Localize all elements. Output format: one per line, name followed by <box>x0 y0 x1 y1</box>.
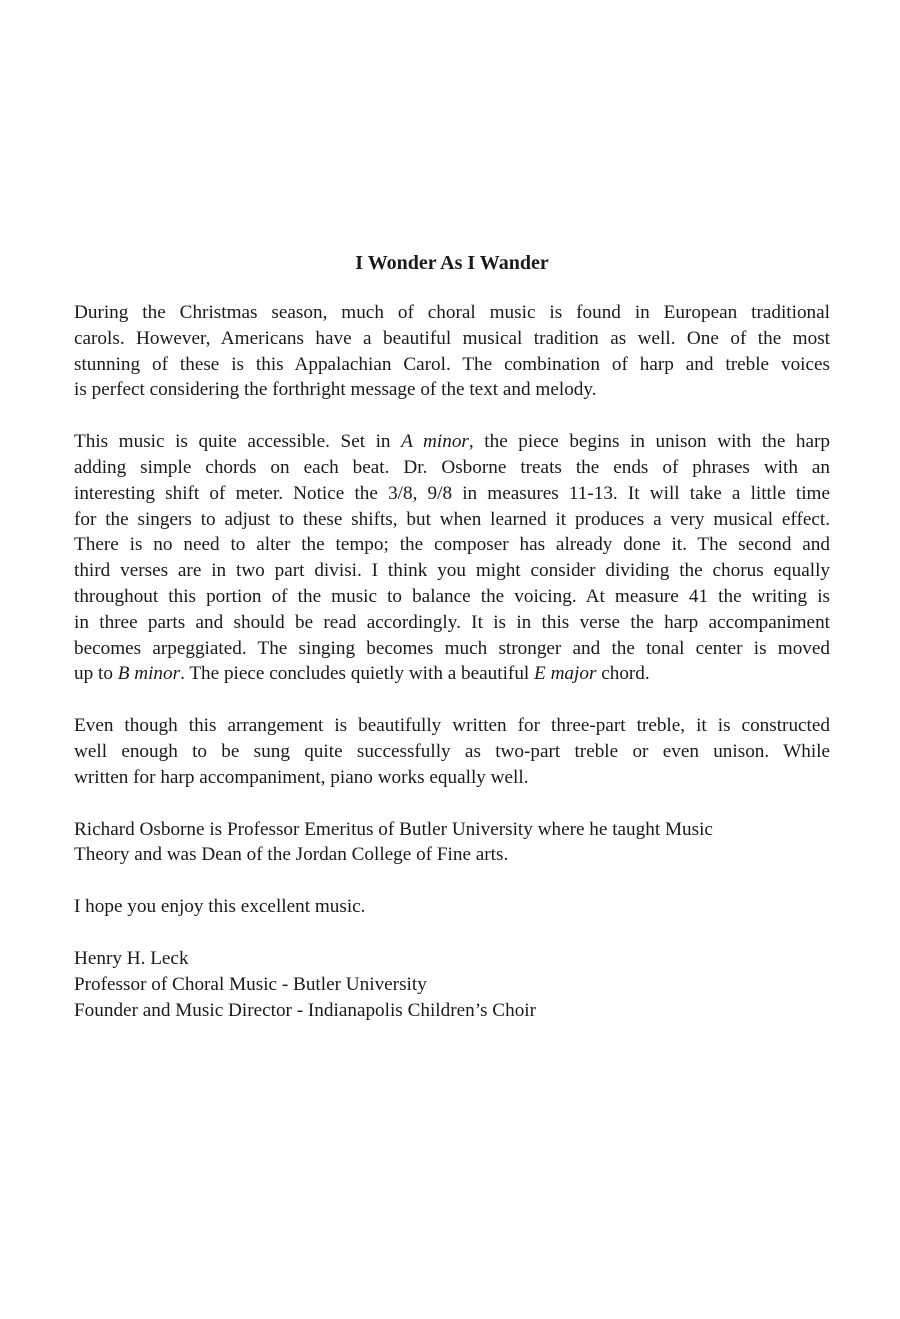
text-run: up to <box>74 663 118 685</box>
paragraph-line <box>74 661 830 687</box>
text-run: This music is quite accessible. Set in <box>74 431 402 453</box>
text-run: chord. <box>596 663 650 685</box>
paragraph-line: stunning of these is this Appalachian Carol. The combination of harp and treble voices <box>74 353 830 375</box>
paragraph-line: becomes arpeggiated. The singing becomes much stronger and the tonal center is moved <box>74 637 830 659</box>
paragraph-analysis <box>74 429 830 687</box>
document-title: I Wonder As I Wander <box>355 252 549 274</box>
paragraph-line: well enough to be sung quite successfully as two-part treble or even unison. While <box>74 740 830 762</box>
paragraph-line: throughout this portion of the music to balance the voicing. At measure 41 the writing is <box>74 585 830 607</box>
paragraph-line: in three parts and should be read accordingly. It is in this verse the harp accompaniment <box>74 611 830 633</box>
paragraph-line <box>74 429 830 455</box>
signature-title: Professor of Choral Music - Butler University <box>74 973 427 995</box>
key-name-e-major: E major <box>534 663 597 685</box>
paragraph-composer-bio <box>74 817 830 869</box>
paragraph-line: written for harp accompaniment, piano works equally well. <box>74 766 529 788</box>
paragraph-line: adding simple chords on each beat. Dr. Osborne treats the ends of phrases with an <box>74 456 830 478</box>
paragraph-line: During the Christmas season, much of choral music is found in European traditional <box>74 302 830 323</box>
paragraph-line: third verses are in two part divisi. I think you might consider dividing the chorus equally <box>74 560 830 582</box>
paragraph-line: is perfect considering the forthright message of the text and melody. <box>74 379 597 401</box>
signature-title: Founder and Music Director - Indianapolis Children’s Choir <box>74 999 537 1021</box>
signature-block <box>74 946 830 1023</box>
paragraph-line: Richard Osborne is Professor Emeritus of Butler University where he taught Music <box>74 818 713 840</box>
text-run: , the piece begins in unison with the harp <box>468 431 831 453</box>
paragraph-line: Theory and was Dean of the Jordan College of Fine arts. <box>74 844 509 866</box>
paragraph-line: Even though this arrangement is beautifully written for three-part treble, it is constructed <box>74 715 830 737</box>
paragraph-line: carols. However, Americans have a beautiful musical tradition as well. One of the most <box>74 327 830 349</box>
key-name-b-minor: B minor <box>117 663 181 685</box>
paragraph-line: There is no need to alter the tempo; the composer has already done it. The second and <box>74 534 830 556</box>
text-run: . The piece concludes quietly with a beautiful <box>180 663 535 685</box>
paragraph-line: for the singers to adjust to these shifts, but when learned it produces a very musical effect. <box>74 508 830 530</box>
document-page <box>74 250 830 1049</box>
paragraph-arrangement <box>74 713 830 790</box>
paragraph-intro <box>74 300 830 403</box>
paragraph-closing: I hope you enjoy this excellent music. <box>74 896 366 918</box>
key-name-a-minor: A minor <box>401 431 469 453</box>
signature-name: Henry H. Leck <box>74 947 189 969</box>
paragraph-line: interesting shift of meter. Notice the 3/8, 9/8 in measures 11-13. It will take a little time <box>74 482 830 504</box>
